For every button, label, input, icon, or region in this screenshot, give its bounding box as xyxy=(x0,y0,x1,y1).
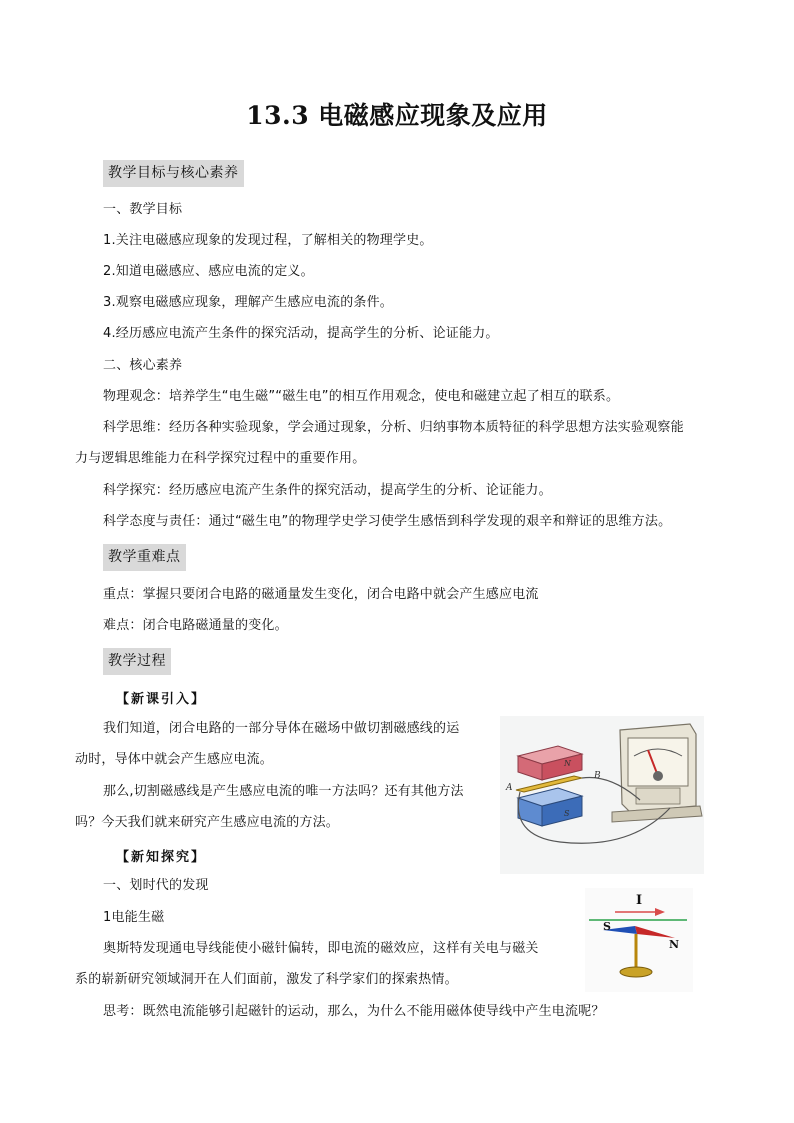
south-label: S xyxy=(603,920,611,933)
intro-line: 动时，导体中就会产生感应电流。 xyxy=(75,752,274,767)
intro-line: 那么,切割磁感线是产生感应电流的唯一方法吗？还有其他方法 xyxy=(103,784,464,799)
intro-line: 我们知道，闭合电路的一部分导体在磁场中做切割磁感线的运 xyxy=(103,721,460,736)
literacy-item-continued: 力与逻辑思维能力在科学探究过程中的重要作用。 xyxy=(75,451,366,466)
literacy-item: 科学思维：经历各种实验现象，学会通过现象，分析、归纳事物本质特征的科学思想方法实验观察能 xyxy=(103,420,684,435)
galvanometer-experiment-figure xyxy=(500,716,704,874)
objective-item: 1.关注电磁感应现象的发现过程，了解相关的物理学史。 xyxy=(103,233,433,248)
label-s: S xyxy=(564,809,570,818)
think-question: 思考：既然电流能够引起磁针的运动，那么，为什么不能用磁体使导线中产生电流呢？ xyxy=(103,1004,605,1019)
objectives-heading: 一、教学目标 xyxy=(103,202,183,217)
literacy-heading: 二、核心素养 xyxy=(103,358,183,373)
intro-label: 【新课引入】 xyxy=(116,692,207,707)
oersted-line: 系的崭新研究领域洞开在人们面前，激发了科学家们的探索热情。 xyxy=(75,972,458,987)
north-label: N xyxy=(669,938,680,951)
objective-item: 3.观察电磁感应现象，理解产生感应电流的条件。 xyxy=(103,295,394,310)
objective-item: 4.经历感应电流产生条件的探究活动，提高学生的分析、论证能力。 xyxy=(103,326,499,341)
part-heading: 一、划时代的发现 xyxy=(103,878,209,893)
section-header-process: 教学过程 xyxy=(103,648,171,675)
literacy-item: 科学探究：经历感应电流产生条件的探究活动，提高学生的分析、论证能力。 xyxy=(103,483,552,498)
explore-label: 【新知探究】 xyxy=(116,850,207,865)
difficult-point: 难点：闭合电路磁通量的变化。 xyxy=(103,618,288,633)
section-header-objectives: 教学目标与核心素养 xyxy=(103,160,244,187)
intro-line: 吗？今天我们就来研究产生感应电流的方法。 xyxy=(75,815,340,830)
sub-heading: 1电能生磁 xyxy=(103,910,165,925)
label-a: A xyxy=(506,783,513,793)
literacy-item: 科学态度与责任：通过“磁生电”的物理学史学习使学生感悟到科学发现的艰辛和辩证的思维方法。 xyxy=(103,514,672,529)
key-point: 重点：掌握只要闭合电路的磁通量发生变化，闭合电路中就会产生感应电流 xyxy=(103,587,539,602)
oersted-line: 奥斯特发现通电导线能使小磁针偏转，即电流的磁效应，这样有关电与磁关 xyxy=(103,941,539,956)
current-label: I xyxy=(636,893,643,908)
label-b: B xyxy=(594,771,601,781)
page-title: 13.3 电磁感应现象及应用 xyxy=(246,101,548,130)
oersted-compass-figure xyxy=(585,888,693,992)
label-n: N xyxy=(564,759,571,768)
literacy-item: 物理观念：培养学生“电生磁”“磁生电”的相互作用观念，使电和磁建立起了相互的联系。 xyxy=(103,389,620,404)
galvanometer xyxy=(612,724,702,822)
objective-item: 2.知道电磁感应、感应电流的定义。 xyxy=(103,264,314,279)
section-header-difficulties: 教学重难点 xyxy=(103,544,186,571)
